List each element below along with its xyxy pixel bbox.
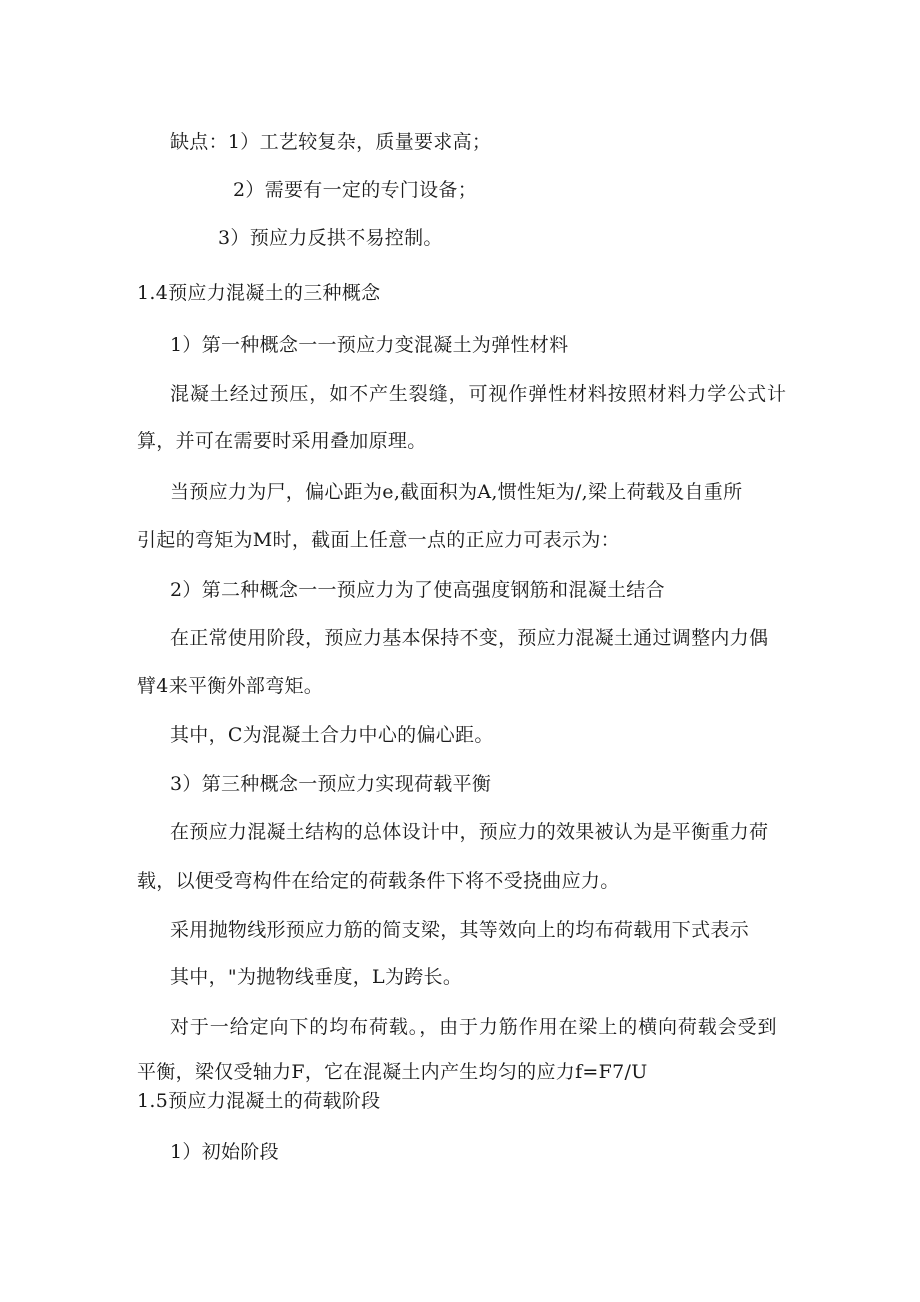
text-line: 平衡，梁仅受轴力F，它在混凝土内产生均匀的应力f=F7/U [137, 1061, 648, 1083]
text-line: 采用抛物线形预应力筋的简支梁，其等效向上的均布荷载用下式表示 [170, 919, 750, 941]
text-line: 2）第二种概念一一预应力为了使高强度钢筋和混凝土结合 [170, 579, 665, 601]
text-line: 其中，"为抛物线垂度，L为跨长。 [170, 966, 463, 988]
section-heading: 1.4预应力混凝土的三种概念 [137, 282, 381, 304]
text-line: 3）预应力反拱不易控制。 [218, 227, 443, 249]
text-line: 在预应力混凝土结构的总体设计中，预应力的效果被认为是平衡重力荷 [170, 821, 769, 843]
text-line: 其中，C为混凝土合力中心的偏心距。 [170, 724, 494, 746]
text-line: 2）需要有一定的专门设备； [233, 179, 477, 201]
text-line: 当预应力为尸，偏心距为e,截面积为A,惯性矩为/,梁上荷载及自重所 [170, 481, 743, 503]
text-line: 算，并可在需要时采用叠加原理。 [137, 430, 427, 452]
text-line: 对于一给定向下的均布荷载。，由于力筋作用在梁上的横向荷载会受到 [170, 1016, 778, 1038]
text-line: 在正常使用阶段，预应力基本保持不变，预应力混凝土通过调整内力偶 [170, 627, 769, 649]
text-line: 载，以便受弯构件在给定的荷载条件下将不受挠曲应力。 [137, 870, 620, 892]
text-line: 1）初始阶段 [170, 1141, 279, 1163]
text-line: 臂4来平衡外部弯矩。 [137, 675, 324, 697]
text-line: 1）第一种概念一一预应力变混凝土为弹性材料 [170, 334, 569, 356]
section-heading: 1.5预应力混凝土的荷载阶段 [137, 1090, 381, 1112]
text-line: 3）第三种概念一预应力实现荷载平衡 [170, 773, 492, 795]
text-line: 缺点：1）工艺较复杂，质量要求高； [170, 131, 492, 153]
text-line: 混凝土经过预压，如不产生裂缝，可视作弹性材料按照材料力学公式计 [170, 383, 787, 405]
text-line: 引起的弯矩为M时，截面上任意一点的正应力可表示为： [137, 529, 620, 551]
